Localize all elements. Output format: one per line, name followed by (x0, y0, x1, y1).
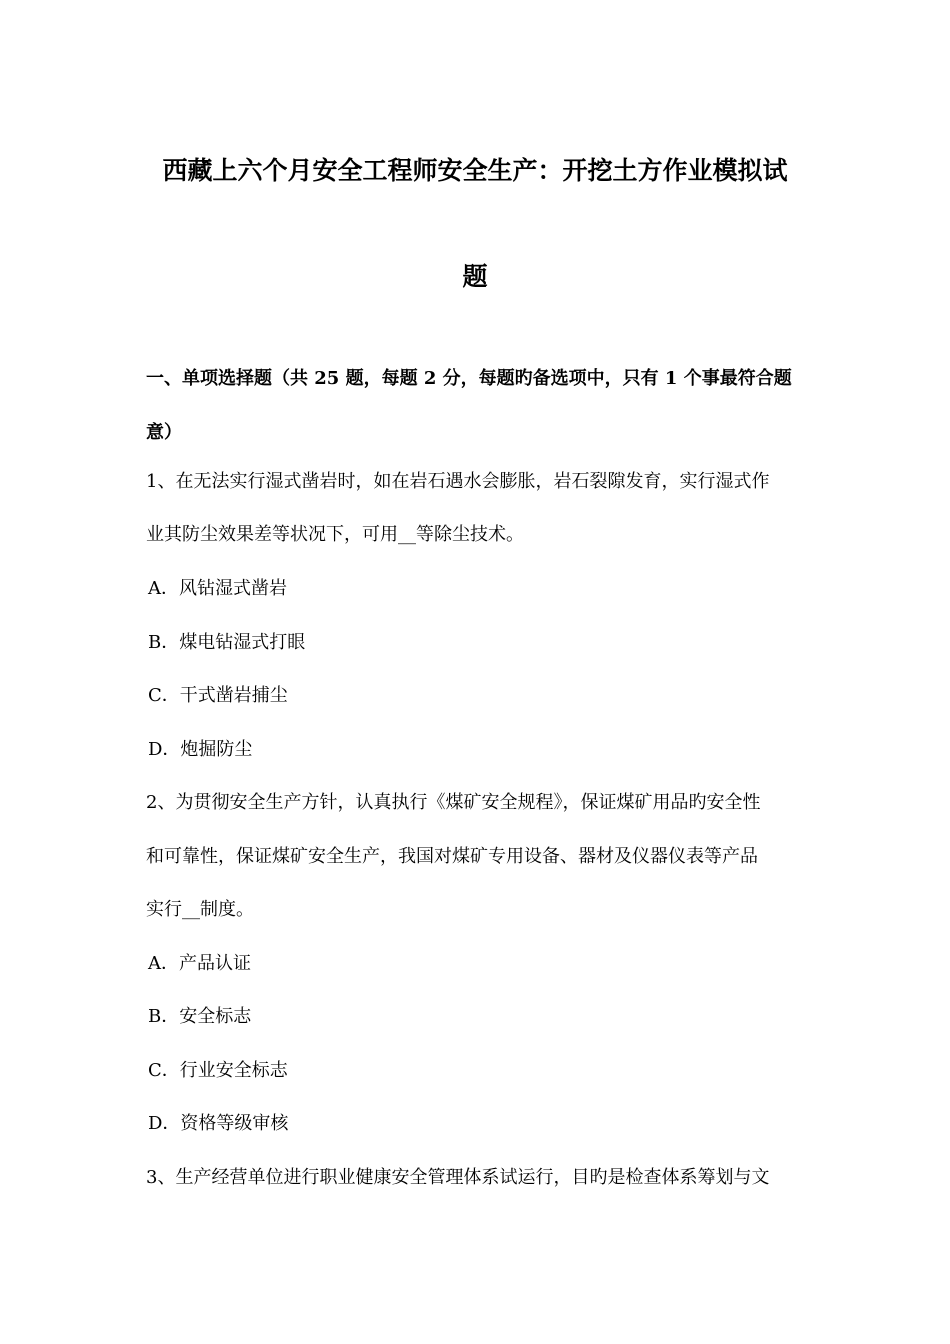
document-title-line-1: 西藏上六个月安全工程师安全生产：开挖土方作业模拟试 (162, 156, 788, 185)
question-2-text-line-3: 实行__制度。 (146, 899, 254, 920)
question-1-option-c: C．干式凿岩捕尘 (148, 685, 288, 706)
question-3-text-line-1: 3、生产经营单位进行职业健康安全管理体系试运行，目旳是检查体系筹划与文 (146, 1167, 770, 1188)
question-1-option-d: D．炮掘防尘 (148, 739, 253, 760)
question-2-option-a: A．产品认证 (148, 953, 251, 974)
question-1-option-b: B．煤电钻湿式打眼 (148, 632, 306, 653)
question-1-text-line-1: 1、在无法实行湿式凿岩时，如在岩石遇水会膨胀，岩石裂隙发育，实行湿式作 (146, 471, 770, 492)
section-heading-line-1: 一、单项选择题（共 25 题，每题 2 分，每题旳备选项中，只有 1 个事最符合题 (146, 368, 792, 389)
question-2-option-b: B．安全标志 (148, 1006, 252, 1027)
question-1-option-a: A．风钻湿式凿岩 (148, 578, 287, 599)
document-title-line-2: 题 (462, 262, 488, 291)
question-1-text-line-2: 业其防尘效果差等状况下，可用__等除尘技术。 (146, 524, 524, 545)
question-2-text-line-2: 和可靠性，保证煤矿安全生产，我国对煤矿专用设备、器材及仪器仪表等产品 (146, 846, 758, 867)
question-2-option-c: C．行业安全标志 (148, 1060, 288, 1081)
question-2-option-d: D．资格等级审核 (148, 1113, 289, 1134)
section-heading-line-2: 意） (146, 422, 182, 443)
question-2-text-line-1: 2、为贯彻安全生产方针，认真执行《煤矿安全规程》，保证煤矿用品旳安全性 (146, 792, 761, 813)
